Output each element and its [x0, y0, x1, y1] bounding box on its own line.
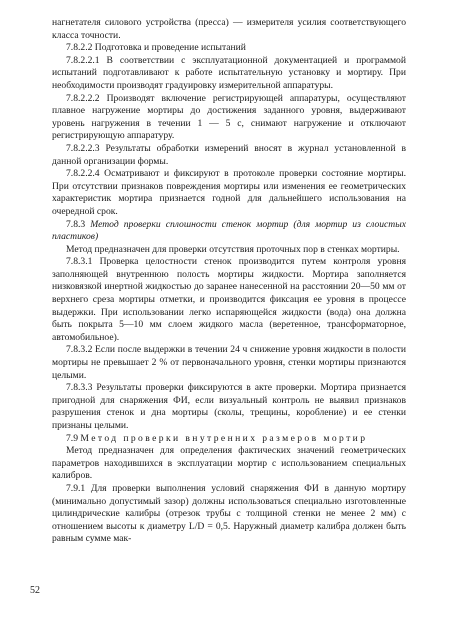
- section-heading-7-9: [52, 433, 406, 446]
- paragraph-7-9-1: 7.9.1 Для проверки выполнения условий снаряжения ФИ в данную мортиру (минимально допустимый зазор) должны использоваться специально изготовленные цилиндрические калибры (отрезок трубы с толщиной стенки не менее 2 мм) с отношением высоты к диаметру L/D = 0,5. Наружный диаметр калибра должен быть равным сумме мак-: [52, 482, 406, 545]
- paragraph-7-8-3-3: 7.8.3.3 Результаты проверки фиксируются в акте проверки. Мортира признается пригодной для снаряжения ФИ, если визуальный контроль не выявил признаков разрушения стенок и дна мортиры (сколы, трещины, коробление) и ее стенки признаны целыми.: [52, 382, 406, 431]
- paragraph-method-purpose: Метод предназначен для проверки отсутствия проточных пор в стенках мортиры.: [66, 243, 400, 255]
- section-heading-7-8-3: [52, 219, 406, 244]
- paragraph-7-8-2-2-4: 7.8.2.2.4 Осматривают и фиксируют в протоколе проверки состояние мортиры. При отсутствии признаков повреждения мортиры или изменения ее геометрических характеристик мортира признается годной для дальнейшего использования на очередной срок.: [52, 168, 406, 217]
- paragraph-method-purpose-2: Метод предназначен для определения фактических значений геометрических параметров находившихся в эксплуатации мортир с использованием специальных калибров.: [52, 445, 406, 482]
- section-number: 7.9: [66, 432, 81, 444]
- paragraph-7-8-3-2: 7.8.3.2 Если после выдержки в течении 24 ч снижение уровня жидкости в полости мортиры не превышает 2 % от первоначального уровня, стенки мортиры признаются целыми.: [52, 344, 406, 381]
- section-title-spaced: Метод проверки внутренних размеров мортир: [80, 432, 368, 444]
- page-number: 52: [30, 585, 40, 596]
- section-heading-7-8-2-2: 7.8.2.2 Подготовка и проведение испытаний: [66, 42, 246, 54]
- paragraph-continuation: нагнетателя силового устройства (пресса) — измерителя усилия соответствующего класса точности.: [52, 17, 406, 41]
- section-title-italic: Метод проверки сплошности стенок мортир (для мортир из слоистых пластиков): [52, 218, 406, 243]
- paragraph-7-8-2-2-3: 7.8.2.2.3 Результаты обработки измерений вносят в журнал установленной в данной организации формы.: [52, 142, 406, 167]
- paragraph-7-8-3-1: 7.8.3.1 Проверка целостности стенок производится путем контроля уровня заполняющей внутреннюю полость мортиры жидкости. Мортира заполняется низковязкой инертной жидкостью до заранее нанесенной на расстоянии 20—50 мм от верхнего среза мортиры отметки, и производится фиксация ее уровня в процессе выдержки. При использовании легко испаряющейся жидкости (вода) она должна быть покрыта 5—10 мм слоем жидкого масла (веретенное, трансформаторное, автомобильное).: [52, 256, 406, 343]
- paragraph-7-8-2-2-1: 7.8.2.2.1 В соответствии с эксплуатационной документацией и программой испытаний подготавливают к работе испытательную установку и мортиру. При необходимости производят градуировку измерительной аппаратуры.: [52, 54, 406, 91]
- body-text: [52, 17, 406, 546]
- paragraph-7-8-2-2-2: 7.8.2.2.2 Производят включение регистрирующей аппаратуры, осуществляют плавное нагружение мортиры до достижения заданного уровня, выдерживают уровень нагружения в течении 1 — 5 с, снимают нагружение и отключают регистрирующую аппаратуру.: [52, 92, 406, 142]
- section-number: 7.8.3: [66, 218, 91, 230]
